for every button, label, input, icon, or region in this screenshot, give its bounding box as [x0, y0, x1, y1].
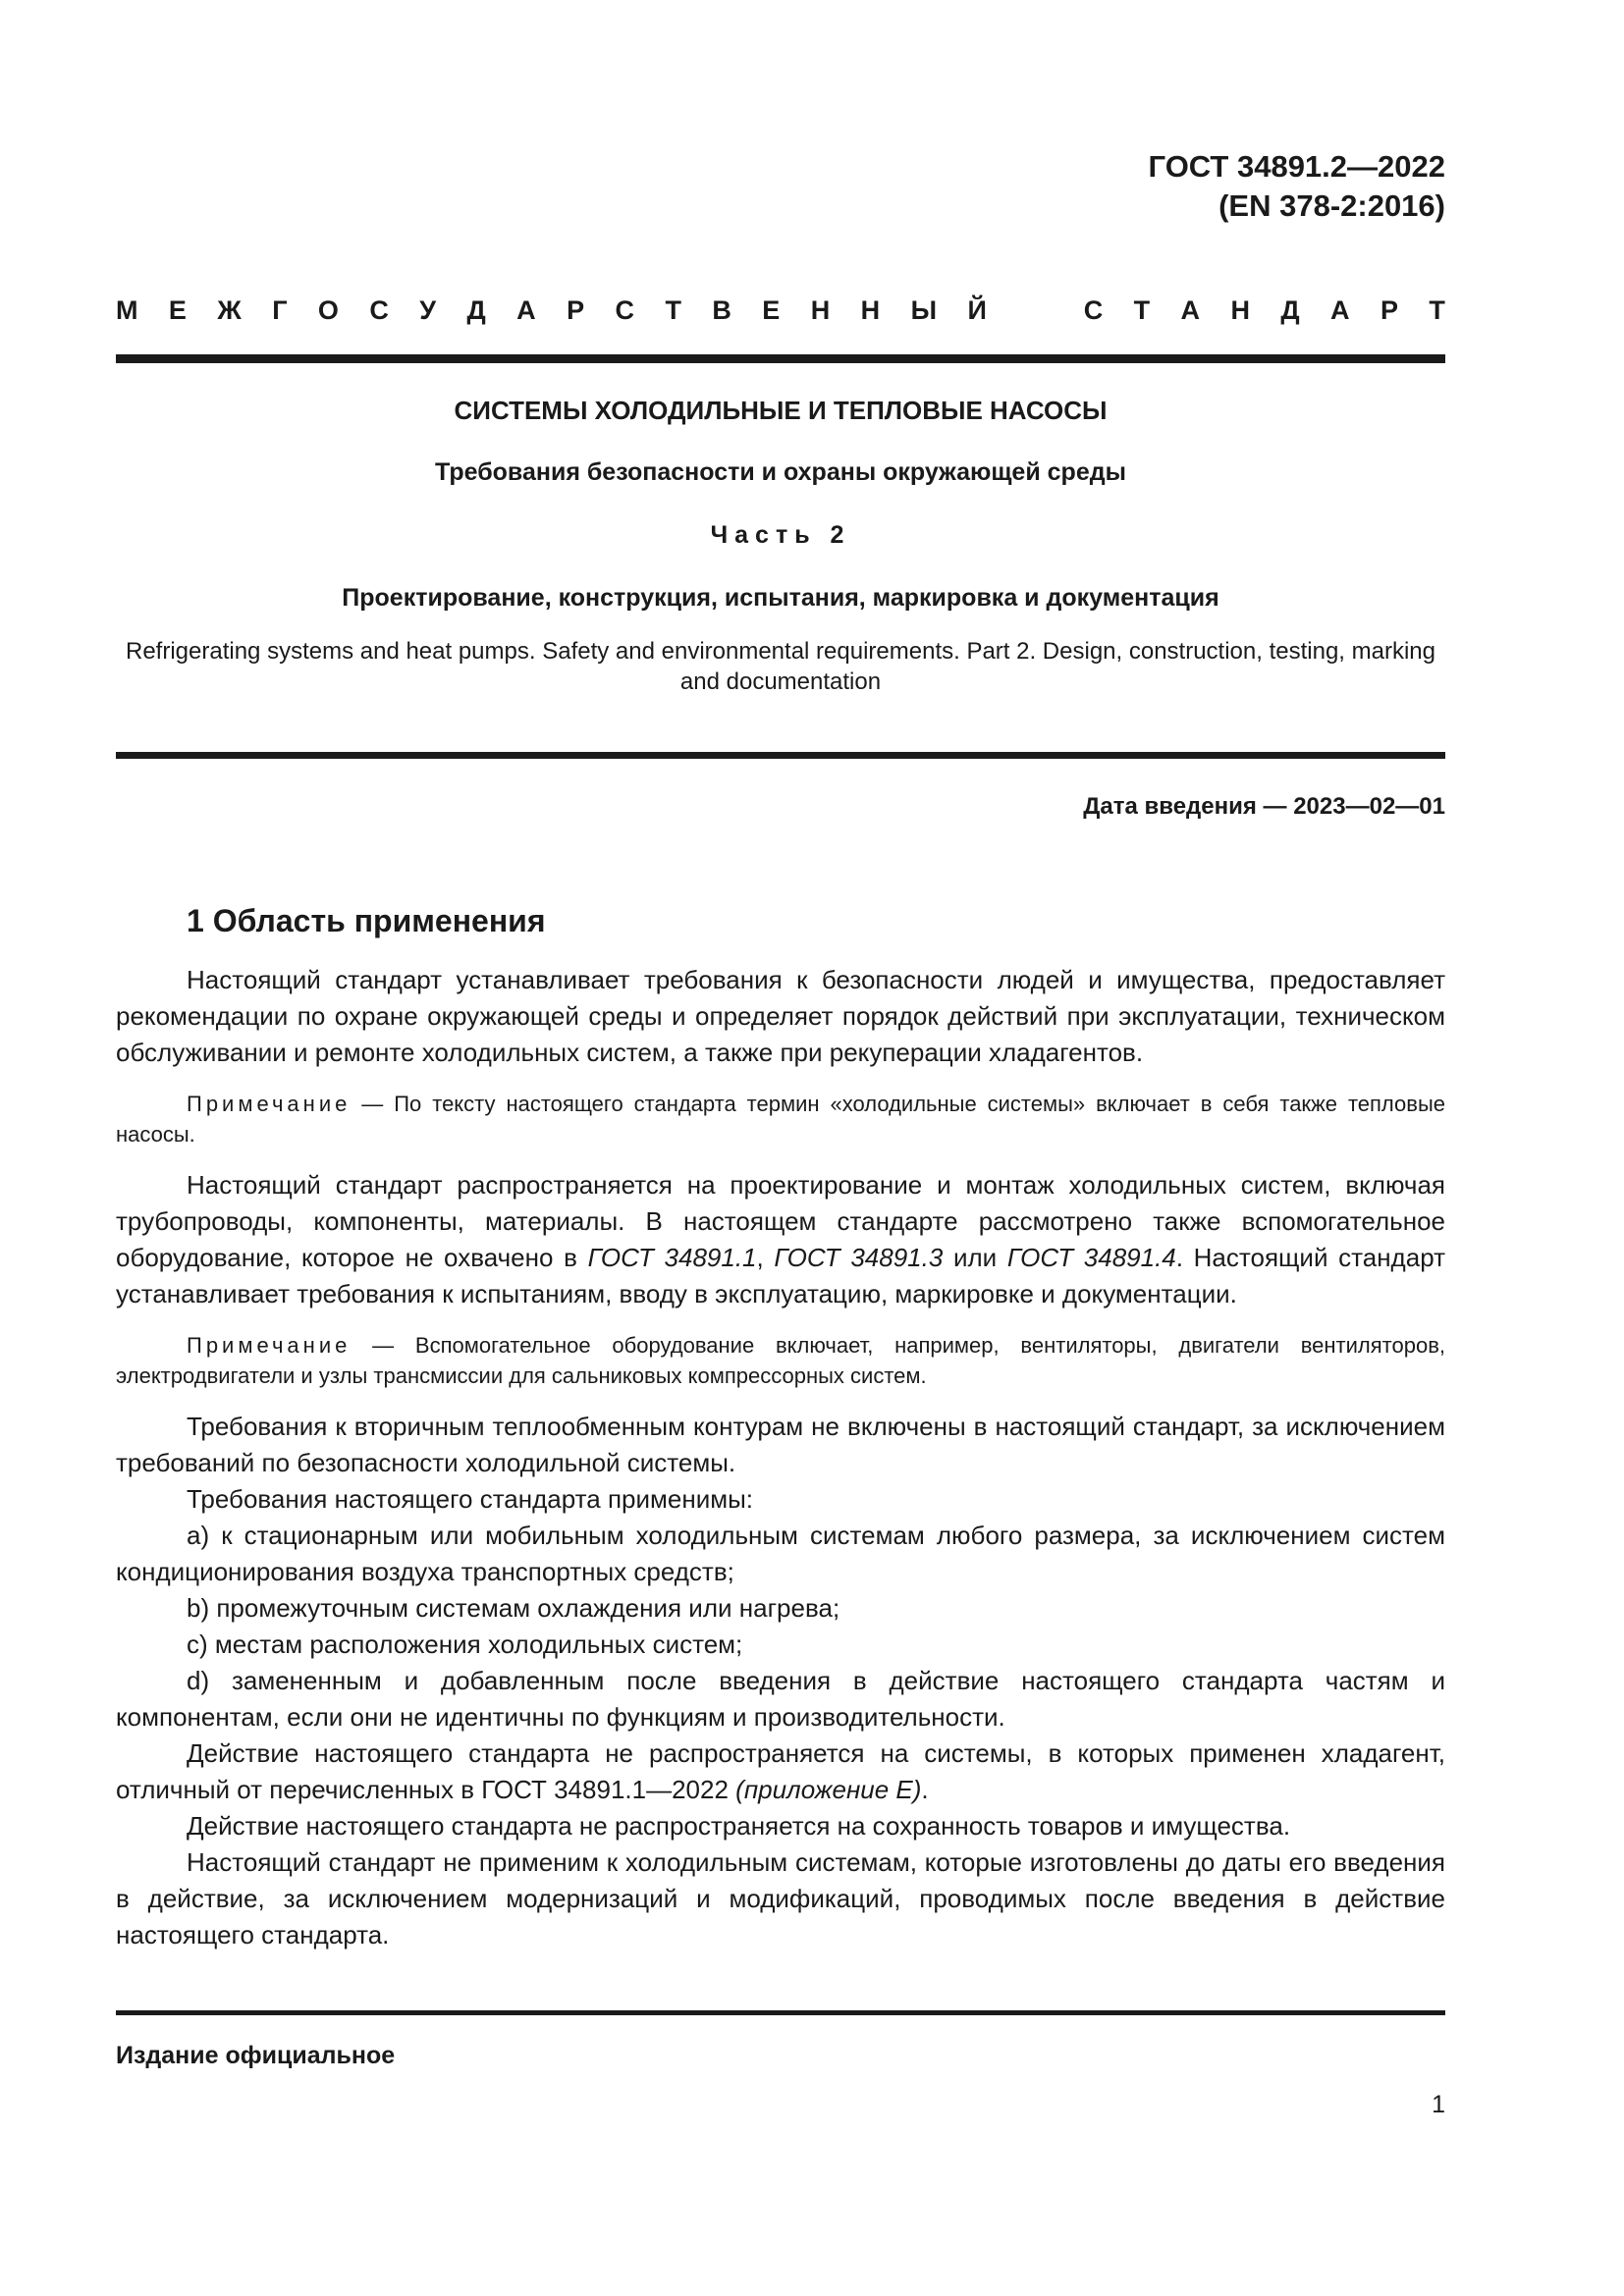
header-letter: С — [1083, 294, 1104, 325]
reference-link: (приложение Е) — [735, 1775, 922, 1804]
section-heading: 1 Область применения — [187, 903, 546, 938]
document-part-title: Проектирование, конструкция, испытания, маркировка и документация — [342, 584, 1219, 612]
header-letter: А — [1180, 294, 1201, 325]
document-title: СИСТЕМЫ ХОЛОДИЛЬНЫЕ И ТЕПЛОВЫЕ НАСОСЫ — [454, 396, 1108, 425]
title-block — [116, 391, 1445, 697]
header-letter: Т — [665, 294, 681, 325]
paragraph: Действие настоящего стандарта не распространяется на системы, в которых применен хладагент, отличный от перечисленных в ГОСТ 34891.1—2022 (приложение Е). — [116, 1738, 1445, 1804]
document-subtitle: Требования безопасности и охраны окружающей среды — [435, 458, 1126, 486]
header-letter: Д — [466, 294, 486, 325]
list-item: b) промежуточным системам охлаждения или нагрева; — [187, 1593, 840, 1623]
document-number — [1149, 147, 1445, 226]
header-letter: С — [369, 294, 389, 325]
header-letter: Р — [567, 294, 585, 325]
top-divider — [116, 354, 1445, 363]
list-item: d) замененным и добавленным после введения в действие настоящего стандарта частям и компонентам, если они не идентичны по функциям и производительности. — [116, 1666, 1445, 1732]
header-letter: В — [712, 294, 731, 325]
header-letter: С — [615, 294, 635, 325]
header-letter: Н — [860, 294, 881, 325]
note — [116, 1089, 1445, 1149]
section-body — [116, 962, 1445, 1953]
paragraph: Требования настоящего стандарта применимы: — [187, 1484, 754, 1514]
header-letter: Ы — [910, 294, 938, 325]
page-number: 1 — [1432, 2091, 1445, 2118]
header-letter: Г — [272, 294, 288, 325]
header-letter: А — [1330, 294, 1350, 325]
introduction-date: Дата введения — 2023—02—01 — [1083, 793, 1445, 820]
reference-link: ГОСТ 34891.3 — [774, 1243, 944, 1272]
edition-label: Издание официальное — [116, 2042, 396, 2069]
note-text: — Вспомогательное оборудование включает, например, вентиляторы, двигатели вентиляторов, электродвигатели и узлы трансмиссии для сальниковых компрессорных систем. — [116, 1333, 1445, 1388]
list-item: c) местам расположения холодильных систем; — [187, 1629, 743, 1659]
header-letter: Й — [967, 294, 987, 325]
header-letter: У — [419, 294, 437, 325]
paragraph: Настоящий стандарт распространяется на проектирование и монтаж холодильных систем, включая трубопроводы, компоненты, материалы. В настоящем стандарте рассмотрено также вспомогательное оборудование, которое не охвачено в ГОСТ 34891.1, ГОСТ 34891.3 или ГОСТ 34891.4. Настоящий стандарт устанавливает требования к испытаниям, вводу в эксплуатацию, маркировке и документации. — [116, 1170, 1445, 1308]
reference-link: ГОСТ 34891.1 — [587, 1243, 757, 1272]
paragraph: Требования к вторичным теплообменным контурам не включены в настоящий стандарт, за исключением требований по безопасности холодильной системы. — [116, 1412, 1445, 1477]
header-letter: Е — [762, 294, 781, 325]
header-letter: Т — [1429, 294, 1445, 325]
footer-divider — [116, 2010, 1445, 2015]
document-part: Часть 2 — [710, 521, 851, 549]
note-text: — По тексту настоящего стандарта термин «холодильные системы» включает в себя также тепловые насосы. — [116, 1092, 1445, 1147]
header-letter: Ж — [217, 294, 242, 325]
paragraph: Действие настоящего стандарта не распространяется на сохранность товаров и имущества. — [187, 1811, 1291, 1841]
header-letter: Т — [1133, 294, 1151, 325]
header-letter: Е — [168, 294, 187, 325]
list-item: a) к стационарным или мобильным холодильным системам любого размера, за исключением систем кондиционирования воздуха транспортных средств; — [116, 1521, 1445, 1586]
document-english-title: Refrigerating systems and heat pumps. Safety and environmental requirements. Part 2. Design, construction, testing, marking and documentation — [126, 638, 1435, 695]
header-letter: Н — [810, 294, 831, 325]
header-letter: Р — [1380, 294, 1398, 325]
header-letter: О — [317, 294, 339, 325]
header-letter: А — [516, 294, 536, 325]
header-letter: Н — [1230, 294, 1250, 325]
note-label: Примечание — [187, 1333, 352, 1358]
paragraph: Настоящий стандарт не применим к холодильным системам, которые изготовлены до даты его введения в действие, за исключением модернизаций и модификаций, проводимых после введения в действие настоящего стандарта. — [116, 1847, 1445, 1949]
title-divider — [116, 752, 1445, 759]
header-letter: М — [116, 294, 138, 325]
interstate-standard-header — [116, 291, 1445, 330]
reference-link: ГОСТ 34891.4 — [1006, 1243, 1176, 1272]
note — [116, 1330, 1445, 1391]
document-number-gost: ГОСТ 34891.2—2022 — [1148, 149, 1445, 184]
document-number-en: (EN 378-2:2016) — [1218, 188, 1445, 223]
header-letter: Д — [1280, 294, 1300, 325]
note-label: Примечание — [187, 1092, 352, 1116]
paragraph: Настоящий стандарт устанавливает требования к безопасности людей и имущества, предоставляет рекомендации по охране окружающей среды и определяет порядок действий при эксплуатации, техническом обслуживании и ремонте холодильных систем, а также при рекуперации хладагентов. — [116, 965, 1445, 1067]
